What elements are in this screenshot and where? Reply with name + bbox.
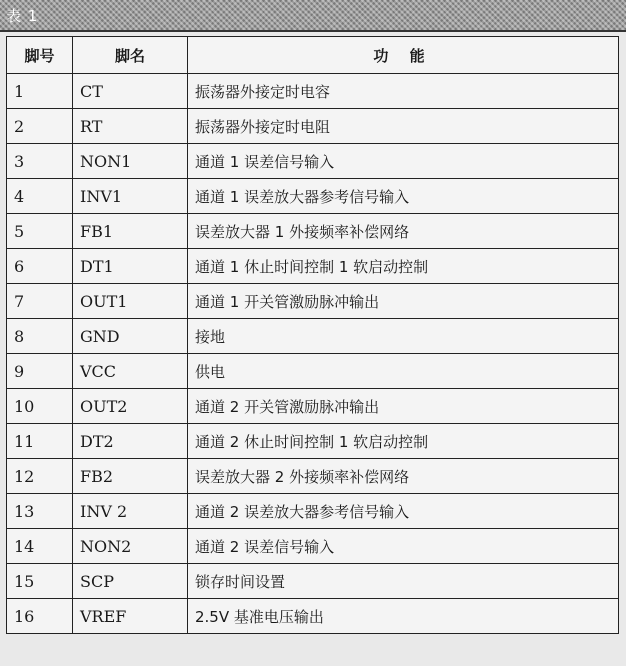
pin-table-container bbox=[6, 36, 618, 634]
table-row bbox=[7, 459, 619, 494]
pin-name-cell: SCP bbox=[73, 564, 188, 599]
pin-function-cell: 误差放大器 1 外接频率补偿网络 bbox=[188, 214, 619, 249]
pin-function-cell: 通道 1 误差信号输入 bbox=[188, 144, 619, 179]
pin-function-cell: 接地 bbox=[188, 319, 619, 354]
table-header-row bbox=[7, 37, 619, 74]
pin-cell: 9 bbox=[7, 354, 73, 389]
table-row bbox=[7, 109, 619, 144]
table-row bbox=[7, 74, 619, 109]
pin-function-cell: 通道 1 休止时间控制 1 软启动控制 bbox=[188, 249, 619, 284]
pin-function-cell: 通道 2 休止时间控制 1 软启动控制 bbox=[188, 424, 619, 459]
pin-name-cell: VREF bbox=[73, 599, 188, 634]
pin-cell: 11 bbox=[7, 424, 73, 459]
pin-cell: 10 bbox=[7, 389, 73, 424]
pin-name-cell: RT bbox=[73, 109, 188, 144]
table-row bbox=[7, 494, 619, 529]
table-row bbox=[7, 529, 619, 564]
pin-function-cell: 振荡器外接定时电容 bbox=[188, 74, 619, 109]
table-caption: 表 1 bbox=[6, 7, 39, 25]
table-caption-band bbox=[0, 0, 626, 32]
table-row bbox=[7, 319, 619, 354]
pin-function-cell: 振荡器外接定时电阻 bbox=[188, 109, 619, 144]
pin-name-cell: OUT2 bbox=[73, 389, 188, 424]
column-header-function: 功 能 bbox=[188, 37, 619, 74]
pin-name-cell: CT bbox=[73, 74, 188, 109]
pin-name-cell: NON1 bbox=[73, 144, 188, 179]
table-row bbox=[7, 389, 619, 424]
pin-cell: 12 bbox=[7, 459, 73, 494]
pin-cell: 1 bbox=[7, 74, 73, 109]
pin-name-cell: DT2 bbox=[73, 424, 188, 459]
table-row bbox=[7, 214, 619, 249]
table-row bbox=[7, 179, 619, 214]
table-row bbox=[7, 249, 619, 284]
pin-function-cell: 通道 1 开关管激励脉冲输出 bbox=[188, 284, 619, 319]
table-body bbox=[7, 74, 619, 634]
table-row bbox=[7, 354, 619, 389]
pin-name-cell: VCC bbox=[73, 354, 188, 389]
pin-cell: 6 bbox=[7, 249, 73, 284]
pin-name-cell: FB1 bbox=[73, 214, 188, 249]
pin-function-table bbox=[6, 36, 619, 634]
column-header-name: 脚名 bbox=[73, 37, 188, 74]
pin-function-cell: 供电 bbox=[188, 354, 619, 389]
pin-name-cell: INV 2 bbox=[73, 494, 188, 529]
pin-name-cell: DT1 bbox=[73, 249, 188, 284]
pin-cell: 14 bbox=[7, 529, 73, 564]
table-row bbox=[7, 144, 619, 179]
pin-cell: 8 bbox=[7, 319, 73, 354]
pin-name-cell: GND bbox=[73, 319, 188, 354]
pin-function-cell: 通道 1 误差放大器参考信号输入 bbox=[188, 179, 619, 214]
column-header-pin: 脚号 bbox=[7, 37, 73, 74]
pin-name-cell: OUT1 bbox=[73, 284, 188, 319]
pin-function-cell: 通道 2 误差放大器参考信号输入 bbox=[188, 494, 619, 529]
table-row bbox=[7, 564, 619, 599]
pin-cell: 2 bbox=[7, 109, 73, 144]
pin-cell: 16 bbox=[7, 599, 73, 634]
pin-function-cell: 锁存时间设置 bbox=[188, 564, 619, 599]
table-row bbox=[7, 424, 619, 459]
pin-cell: 7 bbox=[7, 284, 73, 319]
pin-name-cell: NON2 bbox=[73, 529, 188, 564]
pin-function-cell: 通道 2 误差信号输入 bbox=[188, 529, 619, 564]
pin-function-cell: 通道 2 开关管激励脉冲输出 bbox=[188, 389, 619, 424]
pin-cell: 4 bbox=[7, 179, 73, 214]
pin-cell: 15 bbox=[7, 564, 73, 599]
pin-name-cell: FB2 bbox=[73, 459, 188, 494]
table-row bbox=[7, 599, 619, 634]
pin-function-cell: 误差放大器 2 外接频率补偿网络 bbox=[188, 459, 619, 494]
pin-name-cell: INV1 bbox=[73, 179, 188, 214]
pin-function-cell: 2.5V 基准电压输出 bbox=[188, 599, 619, 634]
table-row bbox=[7, 284, 619, 319]
pin-cell: 5 bbox=[7, 214, 73, 249]
pin-cell: 3 bbox=[7, 144, 73, 179]
pin-cell: 13 bbox=[7, 494, 73, 529]
